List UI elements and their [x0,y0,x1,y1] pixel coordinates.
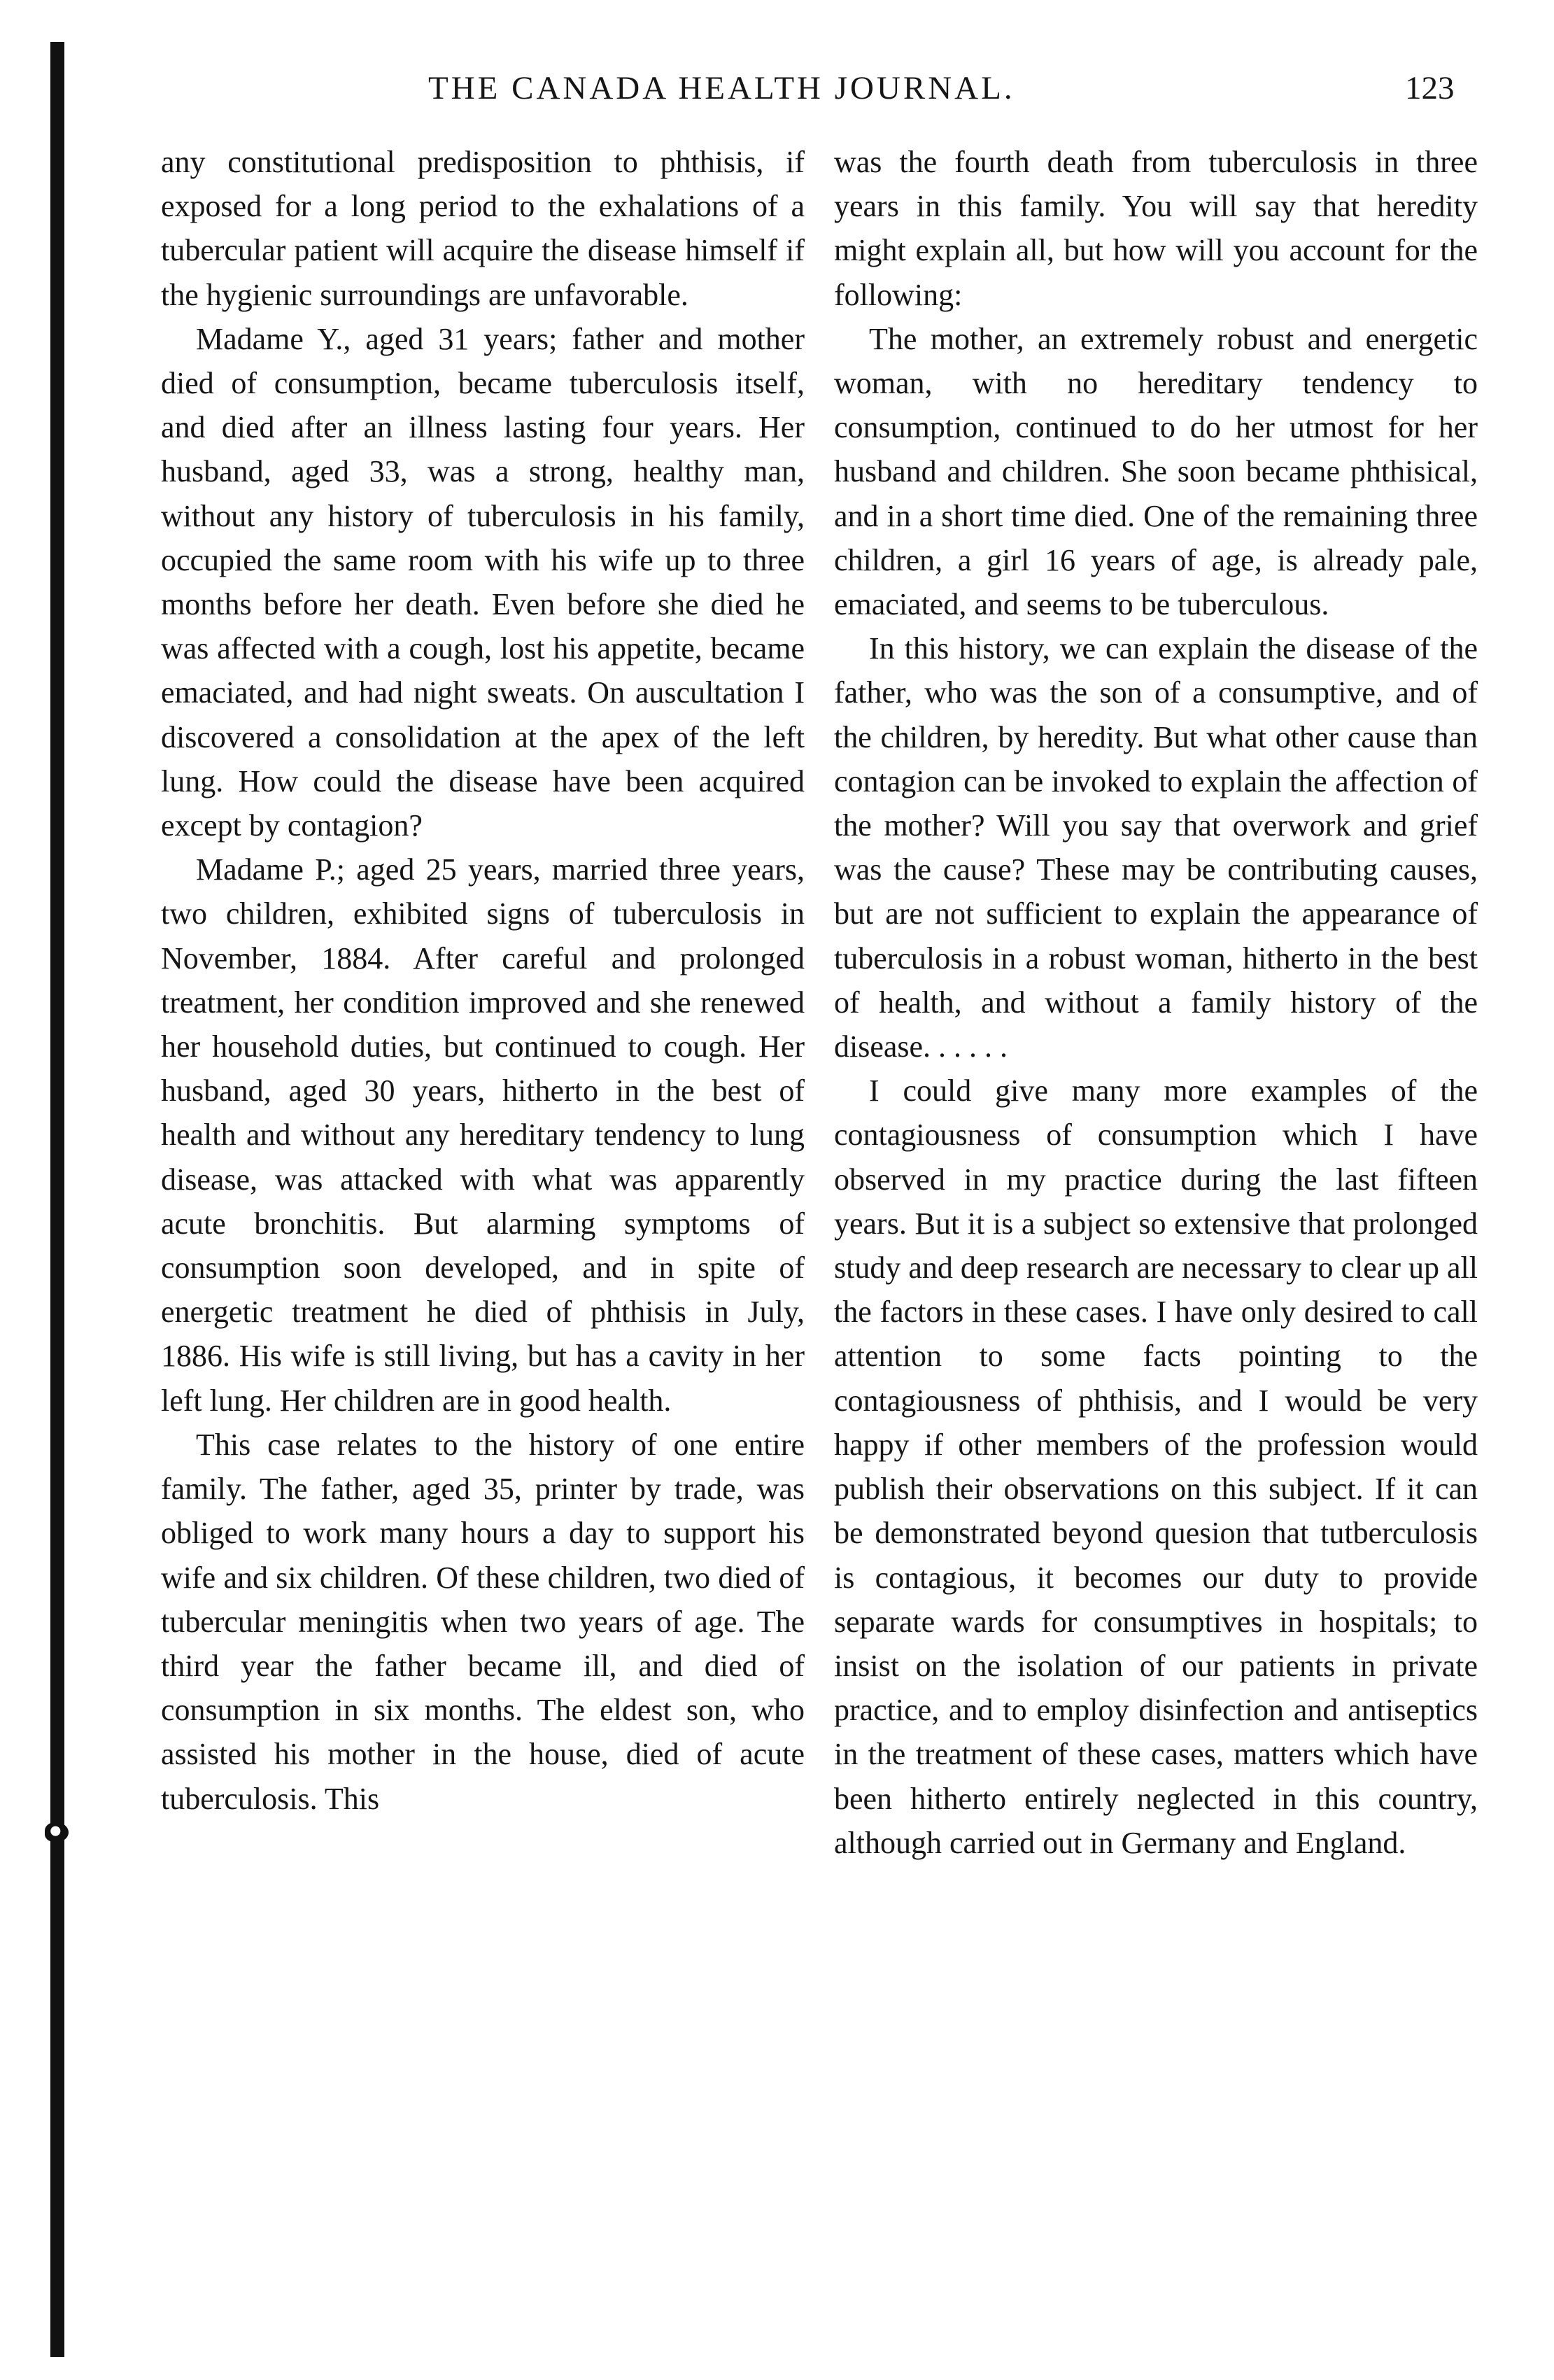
left-paragraph-madame-y: Madame Y., aged 31 years; father and mother died of consumption, became tuberculosis itself, and died after an illness lasting four years. Her husband, aged 33, was a strong, healthy man, without any history of tuberculosis in his family, occupied the same room with his wife up to three months before her death. Even before she died he was affected with a cough, lost his appetite, became emaciated, and had night sweats. On auscultation I discovered a consolidation at the apex of the left lung. How could the disease have been acquired except by contagion? [161,321,805,843]
left-paragraph-continued: any constitutional predisposition to phthisis, if exposed for a long period to the exhalations of a tubercular patient will acquire the disease himself if the hygienic surroundings are unfavorable. [161,145,805,312]
left-column [161,140,805,1821]
right-paragraph-conclusion: I could give many more examples of the contagiousness of consumption which I have observed in my practice during the last fifteen years. But it is a subject so extensive that prolonged study and deep research are necessary to clear up all the factors in these cases. I have only desired to call attention to some facts pointing to the contagiousness of phthisis, and I would be very happy if other members of the profession would publish their observations on this subject. If it can be demonstrated beyond quesion that tutberculosis is contagious, it becomes our duty to provide separate wards for consumptives in hospitals; to insist on the isolation of our patients in private practice, and to employ disinfection and antiseptics in the treatment of these cases, matters which have been hitherto entirely neglected in this country, although carried out in Germany and England. [834,1073,1478,1860]
scan-artifact-mark [45,1822,69,1842]
right-paragraph-continued: was the fourth death from tuberculosis in three years in this family. You will say that heredity might explain all, but how will you account for the following: [834,145,1478,312]
left-paragraph-madame-p: Madame P.; aged 25 years, married three years, two children, exhibited signs of tuberculosis in November, 1884. After careful and prolonged treatment, her condition improved and she renewed her household duties, but continued to cough. Her husband, aged 30 years, hitherto in the best of health and without any hereditary tendency to lung disease, was attacked with what was apparently acute bronchitis. But alarming symptoms of consumption soon developed, and in spite of energetic treatment he died of phthisis in July, 1886. His wife is still living, but has a cavity in her left lung. Her children are in good health. [161,852,805,1418]
scanned-page-edge [50,42,64,2357]
right-column [834,140,1478,1865]
left-paragraph-family-case: This case relates to the history of one entire family. The father, aged 35, printer by trade, was obliged to work many hours a day to support his wife and six children. Of these children, two died of tubercular meningitis when two years of age. The third year the father became ill, and died of consumption in six months. The eldest son, who assisted his mother in the house, died of acute tuberculosis. This [161,1427,805,1816]
right-paragraph-mother: The mother, an extremely robust and energetic woman, with no hereditary tendency to consumption, continued to do her utmost for her husband and children. She soon became phthisical, and in a short time died. One of the remaining three children, a girl 16 years of age, is already pale, emaciated, and seems to be tuberculous. [834,321,1478,622]
right-paragraph-history: In this history, we can explain the disease of the father, who was the son of a consumptive, and of the children, by heredity. But what other cause than contagion can be invoked to explain the affection of the mother? Will you say that overwork and grief was the cause? These may be contributing causes, but are not sufficient to explain the appearance of tuberculosis in a robust woman, hitherto in the best of health, and without a family history of the disease. . . . . . [834,631,1478,1064]
page-number: 123 [1405,70,1455,106]
running-head: THE CANADA HEALTH JOURNAL. [428,70,1015,106]
